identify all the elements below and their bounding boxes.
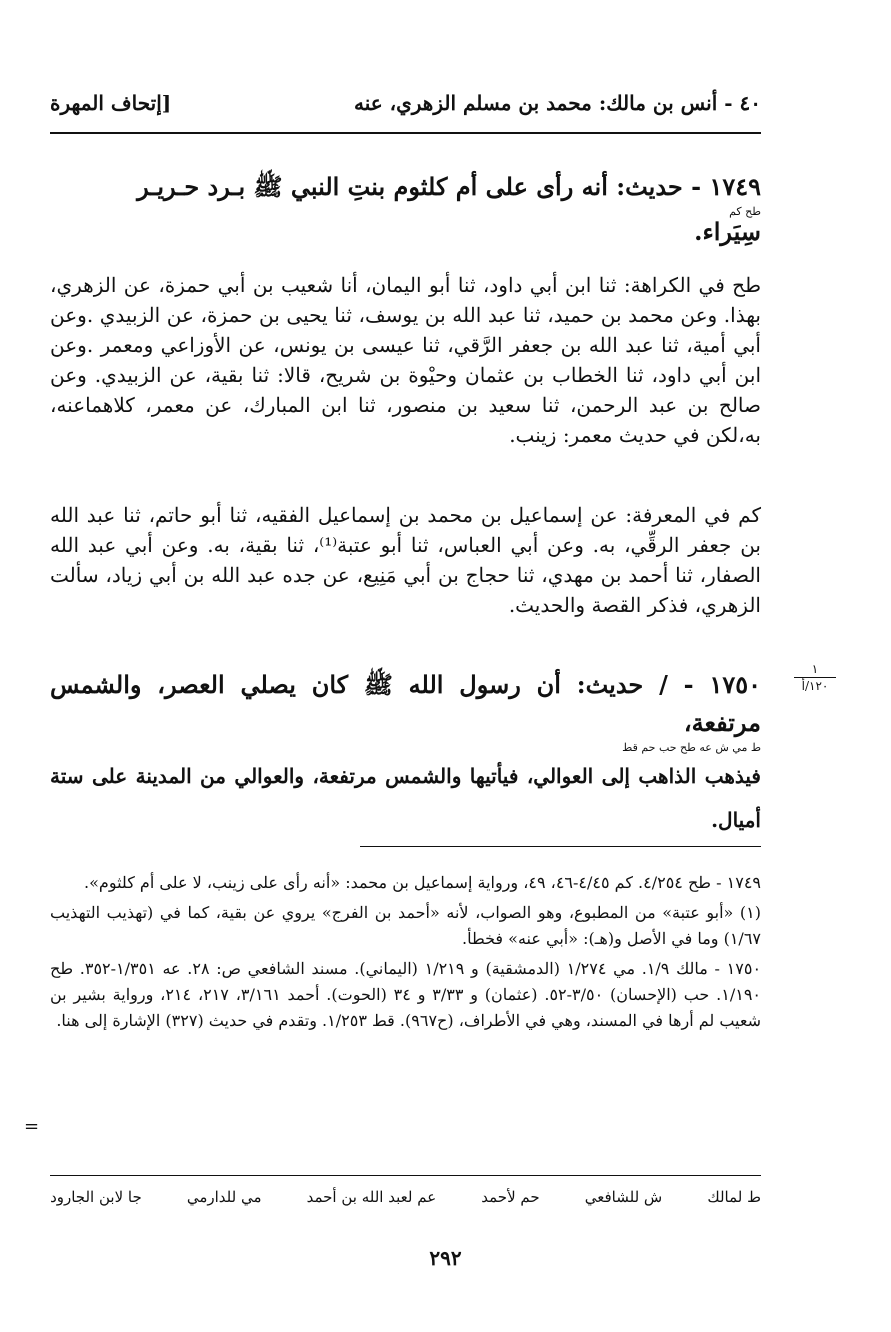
- running-header: [50, 86, 761, 120]
- margin-note-divider: [794, 677, 836, 678]
- legend-item: مي للدارمي: [186, 1188, 262, 1206]
- footnote-1: (١) «أبو عتبة» من المطبوع، وهو الصواب، لأنه «أحمد بن الفرج» يروي عن بقية، كما في (تهذيب التهذيب ١/٦٧) وما في الأصل و(هـ): «أبي عنه» فخطأ.: [50, 903, 762, 948]
- paragraph-tah-text: طح في الكراهة: ثنا ابن أبي داود، ثنا أبو اليمان، أنا شعيب بن أبي حمزة، عن الزهري، بهذا. وعن محمد بن حميد، ثنا عبد الله بن يوسف، ثنا يحيى بن حمزة، عن الزبيدي .وعن أبي أمية، ثنا عبد الله بن جعفر الرَّقي، ثنا عيسى بن يونس، عن الأوزاعي ومعمر .وعن ابن أبي داود، ثنا الخطاب بن عثمان وحيْوة بن شريح، قالا: ثنا بقية، عن الزبيدي. وعن صالح بن عبد الرحمن، ثنا سعيد بن منصور، ثنا ابن المبارك، عن معمر، كلاهماعنه، به،لكن في حديث معمر: زينب.: [50, 273, 761, 447]
- hadith-1750: [50, 666, 761, 842]
- footnote-rule: [360, 846, 761, 847]
- paragraph-kam: [50, 500, 761, 620]
- header-rule: [50, 132, 761, 134]
- hadith-1749: [50, 168, 761, 246]
- footnote-1750: ١٧٥٠ - مالك ١/٩. مي ١/٢٧٤ (الدمشقية) و ١/٢١٩ (اليماني). مسند الشافعي ص: ٢٨. عه ١/٣٥١-٣٥٢. طح ١/١٩٠. حب (الإحسان) ٣/٥٠-٥٢. (عثمان) و ٣/٣٣ و ٣٤ (الحوت). أحمد ٣/١٦١، ٢١٧، ٢١٤، ورواية بشير بن شعيب لم أرها في المسند، وهي في الأطراف، (ح٩٦٧). قط ١/٢٥٣. وتقدم في حديث (٣٢٧) الإشارة إلى هنا.: [50, 959, 762, 1030]
- paragraph-tah: [50, 270, 761, 450]
- hadith-1750-text: فيذهب الذاهب إلى العوالي، فيأتيها والشمس مرتفعة، والعوالي من المدينة على ستة أميال.: [50, 764, 761, 832]
- abbreviation-legend: [50, 1188, 761, 1206]
- hadith-1750-title: ١٧٥٠ - / حديث: أن رسول الله ﷺ كان يصلي العصر، والشمس مرتفعة،: [50, 670, 762, 737]
- footnotes: [50, 870, 761, 1038]
- continuation-mark: =: [24, 1116, 40, 1137]
- legend-item: حم لأحمد: [481, 1188, 540, 1206]
- margin-folio-note: [790, 662, 840, 693]
- margin-note-top: ١: [811, 662, 819, 676]
- hadith-1749-title: ١٧٤٩ - حديث: أنه رأى على أم كلثوم بنتِ النبي ﷺ بـرد حـريـر: [137, 172, 761, 201]
- legend-item: ط لمالك: [707, 1188, 761, 1206]
- legend-item: جا لابن الجارود: [50, 1188, 142, 1206]
- legend-item: عم لعبد الله بن أحمد: [306, 1188, 437, 1206]
- header-book-title: [إتحاف المهرة: [50, 91, 172, 115]
- legend-item: ش للشافعي: [584, 1188, 663, 1206]
- margin-note-bottom: ١٢٠/أ: [801, 679, 829, 693]
- hadith-1750-sigla: ط مي ش عه طح حب حم قط: [622, 741, 761, 754]
- hadith-1749-title-end: سِيَراء.: [694, 217, 761, 246]
- paragraph-kam-text: كم في المعرفة: عن إسماعيل بن محمد بن إسماعيل الفقيه، ثنا أبو حاتم، ثنا عبد الله بن جعفر الرقِّي، به. وعن أبي العباس، ثنا أبو عتبة⁽¹⁾، ثنا بقية، به. وعن أبي عبد الله الصفار، ثنا أحمد بن مهدي، ثنا حجاج بن أبي مَنِيع، عن جده عبد الله بن أبي زياد، سألت الزهري، فذكر القصة والحديث.: [50, 503, 761, 617]
- footnote-1749: ١٧٤٩ - طح ٤/٢٥٤. كم ٤/٤٥-٤٦، ٤٩، ورواية إسماعيل بن محمد: «أنه رأى على زينب، لا على أم كلثوم».: [84, 873, 761, 892]
- header-chapter: ٤٠ - أنس بن مالك: محمد بن مسلم الزهري، عنه: [353, 91, 761, 115]
- page-number: ٢٩٢: [429, 1246, 462, 1270]
- legend-rule: [50, 1175, 761, 1176]
- hadith-1749-sigla: طح كم: [729, 205, 761, 218]
